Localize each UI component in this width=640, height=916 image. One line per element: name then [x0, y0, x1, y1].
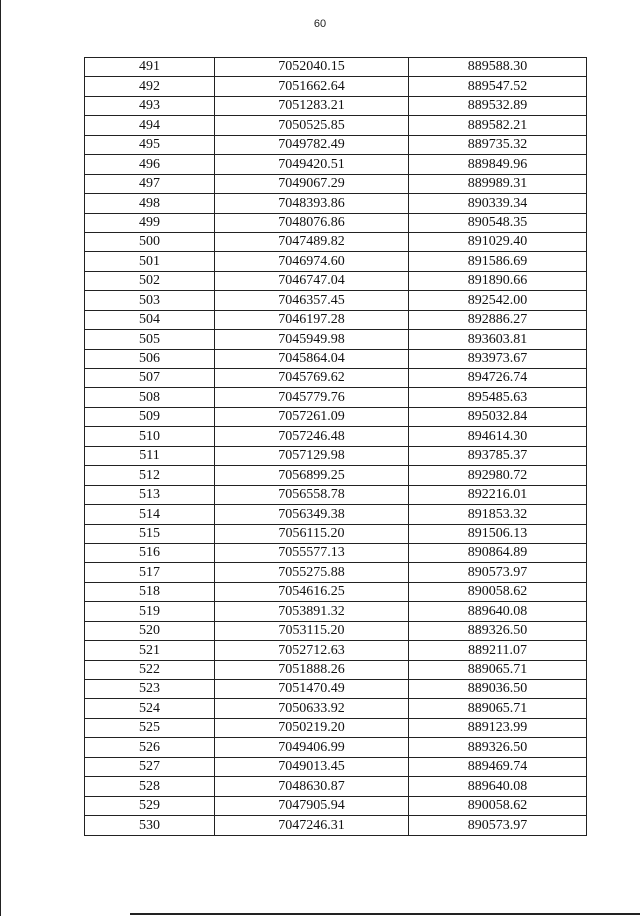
point-number-cell: 507: [85, 369, 215, 388]
point-number-cell: 524: [85, 699, 215, 718]
point-number-cell: 506: [85, 349, 215, 368]
table-row: [85, 330, 587, 349]
point-number-cell: 520: [85, 621, 215, 640]
y-coordinate-cell: 893785.37: [409, 446, 587, 465]
scan-edge-bottom: [130, 913, 640, 915]
y-coordinate-cell: 890573.97: [409, 816, 587, 835]
y-coordinate-cell: 892216.01: [409, 485, 587, 504]
table-row: [85, 505, 587, 524]
point-number-cell: 493: [85, 96, 215, 115]
point-number-cell: 501: [85, 252, 215, 271]
point-number-cell: 513: [85, 485, 215, 504]
table-row: [85, 796, 587, 815]
table-row: [85, 388, 587, 407]
y-coordinate-cell: 893973.67: [409, 349, 587, 368]
y-coordinate-cell: 889036.50: [409, 680, 587, 699]
x-coordinate-cell: 7053115.20: [215, 621, 409, 640]
scan-edge-left: [0, 0, 1, 916]
point-number-cell: 500: [85, 232, 215, 251]
table-row: [85, 116, 587, 135]
point-number-cell: 516: [85, 543, 215, 562]
x-coordinate-cell: 7047905.94: [215, 796, 409, 815]
table-row: [85, 524, 587, 543]
table-row: [85, 271, 587, 290]
table-row: [85, 699, 587, 718]
y-coordinate-cell: 891506.13: [409, 524, 587, 543]
y-coordinate-cell: 889640.08: [409, 777, 587, 796]
point-number-cell: 505: [85, 330, 215, 349]
table-row: [85, 777, 587, 796]
y-coordinate-cell: 891029.40: [409, 232, 587, 251]
point-number-cell: 519: [85, 602, 215, 621]
table-row: [85, 446, 587, 465]
table-row: [85, 680, 587, 699]
table-row: [85, 232, 587, 251]
y-coordinate-cell: 890864.89: [409, 543, 587, 562]
y-coordinate-cell: 889849.96: [409, 155, 587, 174]
x-coordinate-cell: 7049067.29: [215, 174, 409, 193]
y-coordinate-cell: 889735.32: [409, 135, 587, 154]
table-row: [85, 660, 587, 679]
y-coordinate-cell: 892542.00: [409, 291, 587, 310]
x-coordinate-cell: 7049782.49: [215, 135, 409, 154]
table-row: [85, 291, 587, 310]
table-row: [85, 816, 587, 835]
coordinates-table: [84, 57, 587, 836]
point-number-cell: 514: [85, 505, 215, 524]
x-coordinate-cell: 7047489.82: [215, 232, 409, 251]
table-row: [85, 757, 587, 776]
table-row: [85, 155, 587, 174]
point-number-cell: 503: [85, 291, 215, 310]
point-number-cell: 496: [85, 155, 215, 174]
table-row: [85, 252, 587, 271]
x-coordinate-cell: 7055275.88: [215, 563, 409, 582]
x-coordinate-cell: 7047246.31: [215, 816, 409, 835]
x-coordinate-cell: 7056349.38: [215, 505, 409, 524]
table-row: [85, 738, 587, 757]
y-coordinate-cell: 890058.62: [409, 796, 587, 815]
x-coordinate-cell: 7056558.78: [215, 485, 409, 504]
y-coordinate-cell: 889469.74: [409, 757, 587, 776]
point-number-cell: 518: [85, 582, 215, 601]
y-coordinate-cell: 890548.35: [409, 213, 587, 232]
point-number-cell: 508: [85, 388, 215, 407]
y-coordinate-cell: 889326.50: [409, 738, 587, 757]
y-coordinate-cell: 892886.27: [409, 310, 587, 329]
point-number-cell: 526: [85, 738, 215, 757]
y-coordinate-cell: 891586.69: [409, 252, 587, 271]
point-number-cell: 527: [85, 757, 215, 776]
table-row: [85, 621, 587, 640]
point-number-cell: 511: [85, 446, 215, 465]
point-number-cell: 517: [85, 563, 215, 582]
x-coordinate-cell: 7053891.32: [215, 602, 409, 621]
table-row: [85, 349, 587, 368]
x-coordinate-cell: 7045779.76: [215, 388, 409, 407]
y-coordinate-cell: 889123.99: [409, 718, 587, 737]
x-coordinate-cell: 7055577.13: [215, 543, 409, 562]
table-row: [85, 582, 587, 601]
x-coordinate-cell: 7045949.98: [215, 330, 409, 349]
x-coordinate-cell: 7054616.25: [215, 582, 409, 601]
point-number-cell: 494: [85, 116, 215, 135]
y-coordinate-cell: 890573.97: [409, 563, 587, 582]
page-number: 60: [313, 18, 327, 30]
point-number-cell: 522: [85, 660, 215, 679]
y-coordinate-cell: 890058.62: [409, 582, 587, 601]
point-number-cell: 525: [85, 718, 215, 737]
point-number-cell: 498: [85, 194, 215, 213]
point-number-cell: 495: [85, 135, 215, 154]
point-number-cell: 497: [85, 174, 215, 193]
table-row: [85, 77, 587, 96]
point-number-cell: 502: [85, 271, 215, 290]
y-coordinate-cell: 890339.34: [409, 194, 587, 213]
y-coordinate-cell: 894614.30: [409, 427, 587, 446]
x-coordinate-cell: 7046974.60: [215, 252, 409, 271]
table-row: [85, 58, 587, 77]
x-coordinate-cell: 7052040.15: [215, 58, 409, 77]
point-number-cell: 509: [85, 407, 215, 426]
y-coordinate-cell: 889989.31: [409, 174, 587, 193]
y-coordinate-cell: 889640.08: [409, 602, 587, 621]
table-row: [85, 174, 587, 193]
point-number-cell: 510: [85, 427, 215, 446]
x-coordinate-cell: 7051470.49: [215, 680, 409, 699]
point-number-cell: 499: [85, 213, 215, 232]
y-coordinate-cell: 895485.63: [409, 388, 587, 407]
x-coordinate-cell: 7056115.20: [215, 524, 409, 543]
y-coordinate-cell: 889532.89: [409, 96, 587, 115]
table-row: [85, 466, 587, 485]
table-row: [85, 96, 587, 115]
x-coordinate-cell: 7049013.45: [215, 757, 409, 776]
y-coordinate-cell: 892980.72: [409, 466, 587, 485]
y-coordinate-cell: 889588.30: [409, 58, 587, 77]
x-coordinate-cell: 7049420.51: [215, 155, 409, 174]
y-coordinate-cell: 894726.74: [409, 369, 587, 388]
x-coordinate-cell: 7046747.04: [215, 271, 409, 290]
y-coordinate-cell: 889547.52: [409, 77, 587, 96]
point-number-cell: 512: [85, 466, 215, 485]
x-coordinate-cell: 7052712.63: [215, 641, 409, 660]
x-coordinate-cell: 7048076.86: [215, 213, 409, 232]
x-coordinate-cell: 7046197.28: [215, 310, 409, 329]
x-coordinate-cell: 7051662.64: [215, 77, 409, 96]
x-coordinate-cell: 7057129.98: [215, 446, 409, 465]
table-row: [85, 602, 587, 621]
x-coordinate-cell: 7050633.92: [215, 699, 409, 718]
table-row: [85, 563, 587, 582]
table-row: [85, 213, 587, 232]
point-number-cell: 529: [85, 796, 215, 815]
point-number-cell: 528: [85, 777, 215, 796]
x-coordinate-cell: 7057246.48: [215, 427, 409, 446]
point-number-cell: 504: [85, 310, 215, 329]
y-coordinate-cell: 891890.66: [409, 271, 587, 290]
x-coordinate-cell: 7046357.45: [215, 291, 409, 310]
table-row: [85, 543, 587, 562]
y-coordinate-cell: 889211.07: [409, 641, 587, 660]
point-number-cell: 521: [85, 641, 215, 660]
table-row: [85, 641, 587, 660]
table-row: [85, 135, 587, 154]
table-row: [85, 369, 587, 388]
table-row: [85, 718, 587, 737]
x-coordinate-cell: 7051888.26: [215, 660, 409, 679]
x-coordinate-cell: 7056899.25: [215, 466, 409, 485]
point-number-cell: 523: [85, 680, 215, 699]
table-row: [85, 194, 587, 213]
table-body: [85, 58, 587, 836]
x-coordinate-cell: 7048630.87: [215, 777, 409, 796]
x-coordinate-cell: 7050219.20: [215, 718, 409, 737]
y-coordinate-cell: 893603.81: [409, 330, 587, 349]
x-coordinate-cell: 7045769.62: [215, 369, 409, 388]
x-coordinate-cell: 7057261.09: [215, 407, 409, 426]
x-coordinate-cell: 7045864.04: [215, 349, 409, 368]
table-row: [85, 310, 587, 329]
y-coordinate-cell: 895032.84: [409, 407, 587, 426]
table-row: [85, 407, 587, 426]
y-coordinate-cell: 889065.71: [409, 699, 587, 718]
x-coordinate-cell: 7048393.86: [215, 194, 409, 213]
y-coordinate-cell: 891853.32: [409, 505, 587, 524]
point-number-cell: 530: [85, 816, 215, 835]
table-row: [85, 427, 587, 446]
y-coordinate-cell: 889326.50: [409, 621, 587, 640]
point-number-cell: 492: [85, 77, 215, 96]
table-row: [85, 485, 587, 504]
x-coordinate-cell: 7049406.99: [215, 738, 409, 757]
x-coordinate-cell: 7051283.21: [215, 96, 409, 115]
point-number-cell: 491: [85, 58, 215, 77]
point-number-cell: 515: [85, 524, 215, 543]
y-coordinate-cell: 889065.71: [409, 660, 587, 679]
y-coordinate-cell: 889582.21: [409, 116, 587, 135]
x-coordinate-cell: 7050525.85: [215, 116, 409, 135]
